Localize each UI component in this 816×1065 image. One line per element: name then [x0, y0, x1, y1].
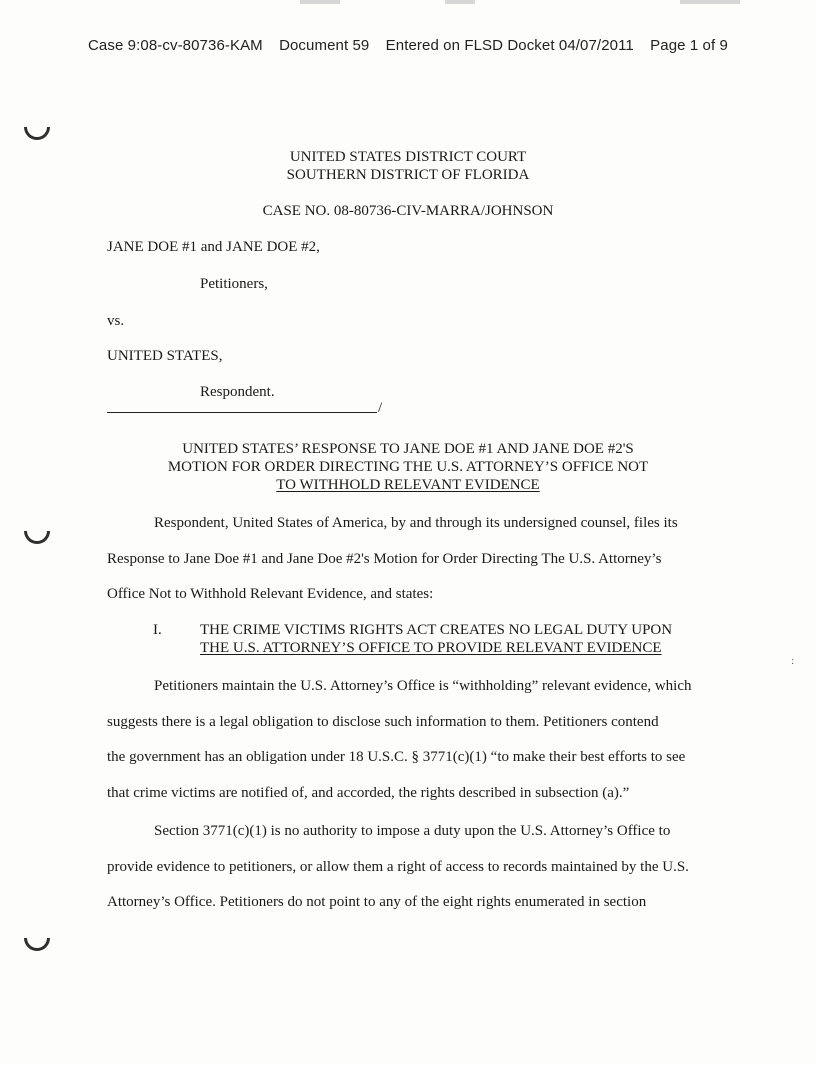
para2-line: provide evidence to petitioners, or allow them a right of access to records maintained by the U.S.	[107, 858, 689, 875]
respondent-label: Respondent.	[200, 384, 275, 400]
scan-mark	[300, 0, 340, 4]
section-number: I.	[153, 622, 162, 638]
header-entered: Entered on FLSD Docket 04/07/2011	[385, 37, 634, 54]
section-heading-line2-text: THE U.S. ATTORNEY’S OFFICE TO PROVIDE RELEVANT EVIDENCE	[200, 640, 662, 656]
title-line3-text: TO WITHHOLD RELEVANT EVIDENCE	[276, 477, 540, 493]
case-number: CASE NO. 08-80736-CIV-MARRA/JOHNSON	[262, 203, 554, 219]
intro-line: Office Not to Withhold Relevant Evidence, and states:	[107, 586, 434, 602]
header-case: Case 9:08-cv-80736-KAM	[88, 37, 263, 54]
paragraph-1	[107, 669, 707, 811]
title-line3	[0, 477, 816, 494]
punch-hole-icon	[24, 531, 50, 544]
intro-paragraph	[107, 506, 707, 613]
header-page: Page 1 of 9	[650, 37, 728, 54]
scan-speck: :	[791, 656, 794, 667]
scan-mark	[445, 0, 475, 4]
para2-line: Attorney’s Office. Petitioners do not point to any of the eight rights enumerated in section	[107, 894, 647, 910]
versus: vs.	[107, 313, 125, 329]
header-document: Document 59	[279, 37, 370, 54]
section-heading-line1: THE CRIME VICTIMS RIGHTS ACT CREATES NO LEGAL DUTY UPON	[200, 622, 673, 638]
caption-slash: /	[378, 400, 383, 416]
para1-line: Petitioners maintain the U.S. Attorney’s Office is “withholding” relevant evidence, which	[154, 678, 692, 694]
scan-mark	[680, 0, 740, 4]
intro-line: Respondent, United States of America, by and through its undersigned counsel, files its	[154, 515, 678, 531]
para1-line: suggests there is a legal obligation to disclose such information to them. Petitioners contend	[107, 713, 659, 730]
section-heading-line2	[200, 640, 662, 657]
para1-line: the government has an obligation under 18 U.S.C. § 3771(c)(1) “to make their best efforts to see	[107, 749, 686, 765]
court-name-line2: SOUTHERN DISTRICT OF FLORIDA	[286, 167, 530, 183]
punch-hole-icon	[24, 938, 50, 951]
caption-rule	[107, 412, 377, 413]
respondent-name: UNITED STATES,	[107, 348, 223, 364]
punch-hole-icon	[24, 127, 50, 140]
title-line2: MOTION FOR ORDER DIRECTING THE U.S. ATTORNEY’S OFFICE NOT	[167, 459, 649, 475]
title-line1: UNITED STATES’ RESPONSE TO JANE DOE #1 AND JANE DOE #2'S	[182, 441, 634, 457]
paragraph-2	[107, 814, 707, 921]
petitioners-names: JANE DOE #1 and JANE DOE #2,	[107, 239, 320, 255]
court-name-line1: UNITED STATES DISTRICT COURT	[289, 149, 527, 165]
para2-line: Section 3771(c)(1) is no authority to impose a duty upon the U.S. Attorney’s Office to	[154, 823, 671, 839]
docket-header	[0, 37, 816, 54]
intro-line: Response to Jane Doe #1 and Jane Doe #2's Motion for Order Directing The U.S. Attorney’s	[107, 550, 662, 567]
para1-line: that crime victims are notified of, and accorded, the rights described in subsection (a).”	[107, 784, 630, 801]
petitioners-label: Petitioners,	[200, 276, 268, 292]
